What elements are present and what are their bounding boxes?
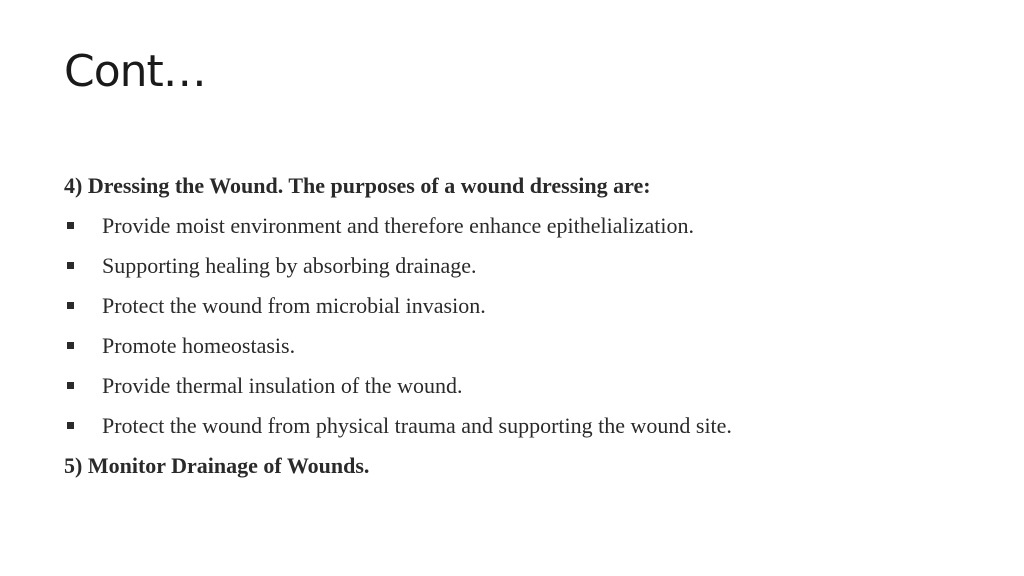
square-bullet-icon	[67, 222, 74, 229]
square-bullet-icon	[67, 302, 74, 309]
list-item	[64, 246, 964, 286]
list-item-text: Supporting healing by absorbing drainage.	[102, 253, 477, 278]
slide-body	[64, 166, 964, 486]
square-bullet-icon	[67, 382, 74, 389]
list-item	[64, 326, 964, 366]
list-item-text: Protect the wound from microbial invasion.	[102, 293, 486, 318]
list-item	[64, 406, 964, 446]
list-item	[64, 206, 964, 246]
list-item	[64, 286, 964, 326]
list-item-text: Provide moist environment and therefore enhance epithelialization.	[102, 213, 694, 238]
list-item-text: Promote homeostasis.	[102, 333, 296, 358]
list-item-text: Provide thermal insulation of the wound.	[102, 373, 463, 398]
list-item-text: Protect the wound from physical trauma and supporting the wound site.	[102, 413, 732, 438]
square-bullet-icon	[67, 342, 74, 349]
section-heading-drainage: 5) Monitor Drainage of Wounds.	[64, 453, 370, 478]
purpose-list	[64, 206, 964, 446]
list-item	[64, 366, 964, 406]
section-heading-dressing: 4) Dressing the Wound. The purposes of a wound dressing are:	[64, 173, 651, 198]
square-bullet-icon	[67, 422, 74, 429]
slide-title: Cont…	[64, 46, 206, 97]
square-bullet-icon	[67, 262, 74, 269]
